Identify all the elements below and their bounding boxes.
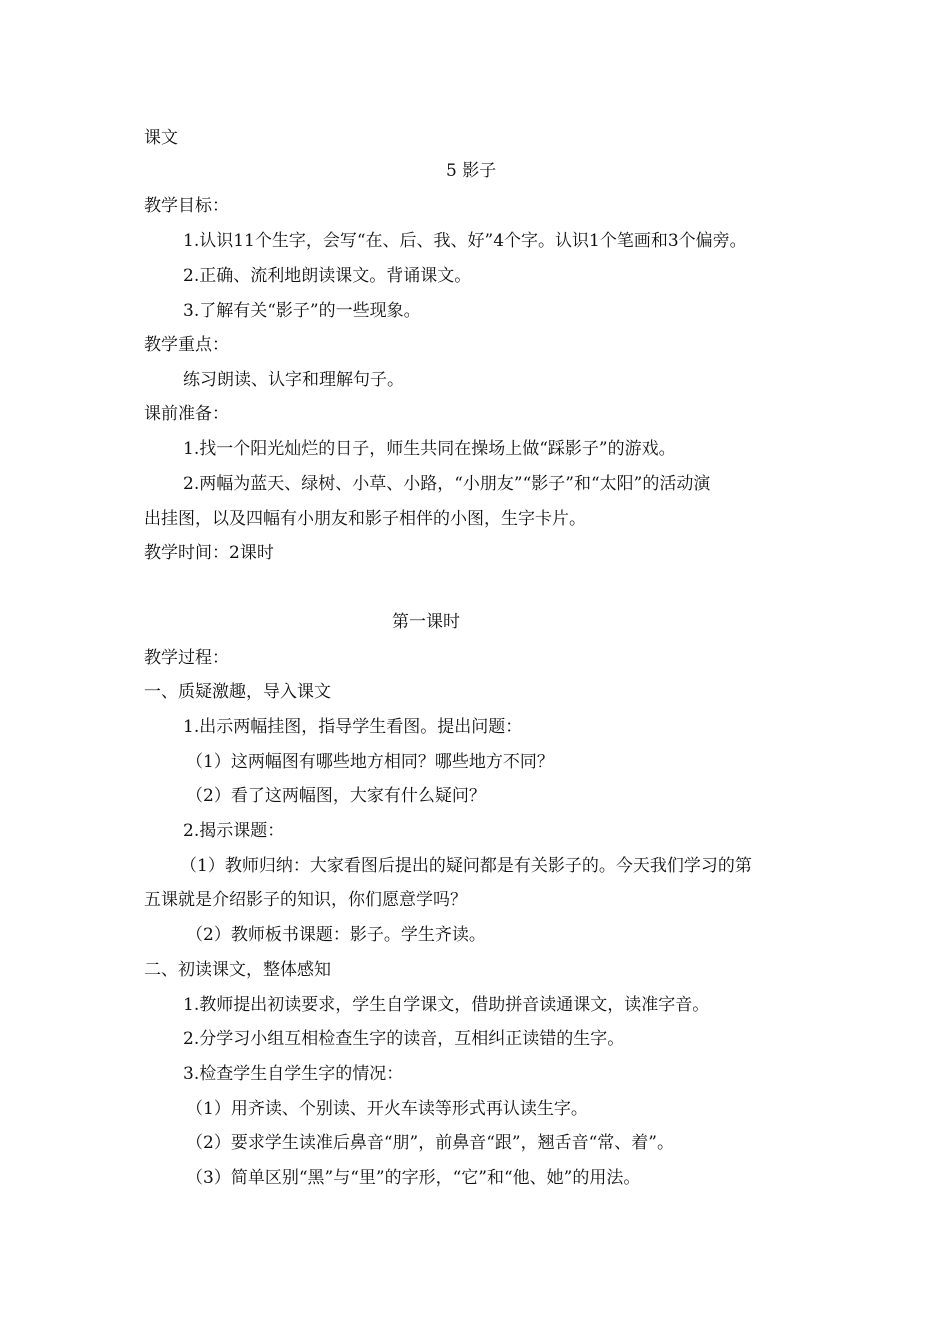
prep-item: 1.找一个阳光灿烂的日子，师生共同在操场上做“踩影子”的游戏。: [183, 439, 676, 459]
section1-step: 2.揭示课题：: [183, 821, 285, 841]
goals-heading: 教学目标：: [144, 196, 229, 216]
section2-heading: 二、初读课文，整体感知: [144, 960, 331, 980]
section2-step: 1.教师提出初读要求，学生自学课文，借助拼音读通课文，读准字音。: [183, 995, 710, 1015]
section2-step: 3.检查学生自学生字的情况：: [183, 1064, 404, 1084]
goal-item: 2.正确、流利地朗读课文。背诵课文。: [183, 266, 472, 286]
goal-item: 1.认识11个生字，会写“在、后、我、好”4个字。认识1个笔画和3个偏旁。: [183, 231, 747, 251]
lesson-title: 5 影子: [446, 161, 497, 181]
goal-item: 3.了解有关“影子”的一些现象。: [183, 301, 421, 321]
lesson1-title: 第一课时: [392, 612, 460, 632]
section2-step: 2.分学习小组互相检查生字的读音，互相纠正读错的生字。: [183, 1029, 625, 1049]
section1-reveal: （1）教师归纳：大家看图后提出的疑问都是有关影子的。今天我们学习的第: [180, 856, 752, 876]
category-label: 课文: [144, 128, 178, 148]
section2-check: （2）要求学生读准后鼻音“朋”，前鼻音“跟”，翘舌音“常、着”。: [186, 1133, 674, 1153]
section2-check: （1）用齐读、个别读、开火车读等形式再认读生字。: [186, 1099, 588, 1119]
teaching-time: 教学时间：2课时: [144, 543, 274, 563]
process-heading: 教学过程：: [144, 648, 229, 668]
section1-question: （1）这两幅图有哪些地方相同？哪些地方不同？: [186, 752, 554, 772]
section1-reveal: （2）教师板书课题：影子。学生齐读。: [186, 925, 486, 945]
prep-heading: 课前准备：: [144, 404, 229, 424]
section2-check: （3）简单区别“黑”与“里”的字形，“它”和“他、她”的用法。: [186, 1168, 641, 1188]
focus-heading: 教学重点：: [144, 335, 229, 355]
section1-step: 1.出示两幅挂图，指导学生看图。提出问题：: [183, 717, 523, 737]
section1-reveal-continuation: 五课就是介绍影子的知识，你们愿意学吗？: [144, 890, 467, 910]
section1-heading: 一、质疑激趣，导入课文: [144, 682, 331, 702]
prep-item-continuation: 出挂图，以及四幅有小朋友和影子相伴的小图，生字卡片。: [144, 509, 586, 529]
focus-text: 练习朗读、认字和理解句子。: [183, 370, 404, 390]
prep-item: 2.两幅为蓝天、绿树、小草、小路，“小朋友”“影子”和“太阳”的活动演: [183, 474, 711, 494]
section1-question: （2）看了这两幅图，大家有什么疑问？: [186, 786, 486, 806]
